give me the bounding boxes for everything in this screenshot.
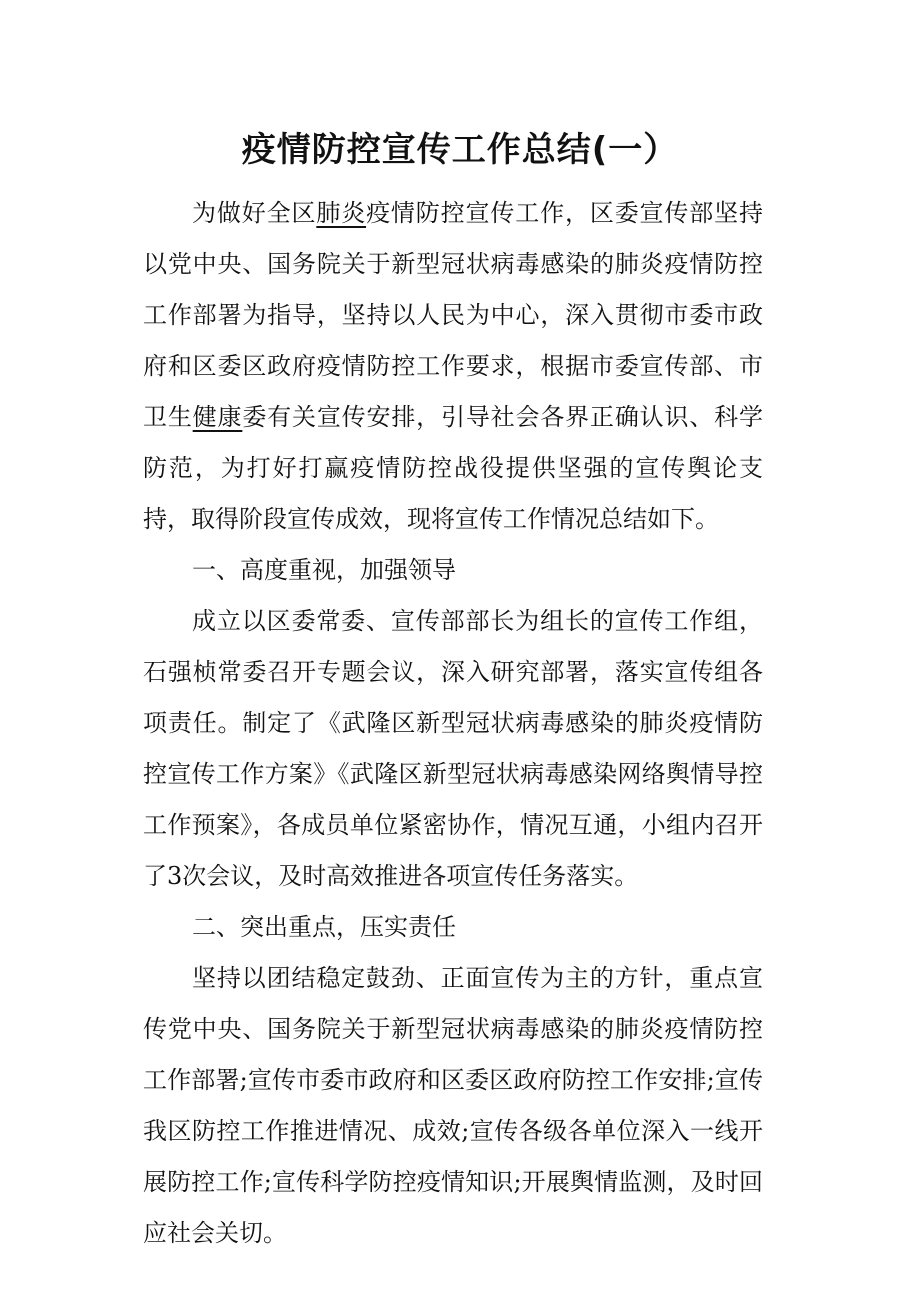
document-title: 疫情防控宣传工作总结(一） [241, 130, 679, 170]
intro-text-part1: 为做好全区 [192, 199, 317, 227]
keyword-link-jiankang[interactable]: 健康 [192, 403, 243, 431]
section1-paragraph: 成立以区委常委、宣传部部长为组长的宣传工作组，石强桢常委召开专题会议，深入研究部署，落实宣传组各项责任。制定了《武隆区新型冠状病毒感染的肺炎疫情防控宣传工作方案》《武隆区新型冠状病毒感染网络舆情导控工作预案》，各成员单位紧密协作，情况互通，小组内召开了3次会议，及时高效推进各项宣传任务落实。 [143, 607, 763, 890]
document-body [143, 188, 763, 1259]
keyword-link-feiyan[interactable]: 肺炎 [316, 199, 367, 227]
intro-text-part3: 委有关宣传安排，引导社会各界正确认识、科学防范，为打好打赢疫情防控战役提供坚强的宣传舆论支持，取得阶段宣传成效，现将宣传工作情况总结如下。 [143, 403, 764, 533]
section2-heading: 二、突出重点，压实责任 [192, 913, 456, 941]
section2-paragraph: 坚持以团结稳定鼓劲、正面宣传为主的方针，重点宣传党中央、国务院关于新型冠状病毒感染的肺炎疫情防控工作部署;宣传市委市政府和区委区政府防控工作安排;宣传我区防控工作推进情况、成效;宣传各级各单位深入一线开展防控工作;宣传科学防控疫情知识;开展舆情监测，及时回应社会关切。 [143, 964, 763, 1247]
intro-paragraph [143, 188, 763, 545]
intro-text-part2: 疫情防控宣传工作，区委宣传部坚持以党中央、国务院关于新型冠状病毒感染的肺炎疫情防控工作部署为指导，坚持以人民为中心，深入贯彻市委市政府和区委区政府疫情防控工作要求，根据市委宣传部、市卫生 [143, 199, 764, 431]
section1-heading: 一、高度重视，加强领导 [192, 556, 456, 584]
